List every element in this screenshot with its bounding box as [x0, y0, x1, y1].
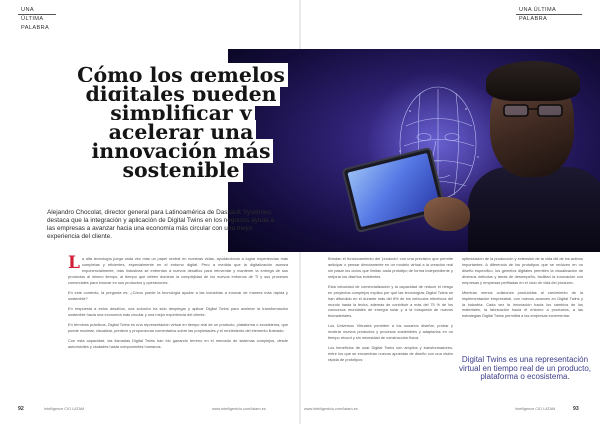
body-paragraph: Los Universos Virtuales permiten a los usuarios diseñar, probar y mostrar nuevos productos y procesos sostenibles y adaptarlos en un tiempo récord y sin necesidad de construcción física.	[328, 323, 453, 341]
person-hand	[424, 197, 470, 231]
pull-quote: Digital Twins es una representación virtual en tiempo real de un producto, plataforma o ecosistema.	[458, 355, 592, 382]
drop-cap: L	[68, 253, 80, 273]
body-column-1	[68, 253, 288, 354]
body-paragraph: Esta velocidad de comercialización y la capacidad de reducir el riesgo en proyectos complejos explica por qué las tecnologías Digital Twins se han difundido en el durante más del 8% de los vehículos eléctricos del mundo hasta la fecha, además de contribuir a más del 75 % de los concursos mundiales de energía solar y a la búsqueda de nuevos biomateriales.	[328, 283, 453, 319]
body-paragraph: Mientras menos colisiones producidas al crecimiento de la implementación empresarial, con nuevos avances en Digital Twins y la industria. Cada vez la Innovación hacia los cambios de los materiales, la fabricación hacia el entorno a productos, a las estrategias Digital Twins permitirá a las empresas incrementar.	[462, 289, 583, 319]
section-tag-right: UNA ÚLTIMA PALABRA	[516, 6, 582, 15]
section-tag-left: UNA ÚLTIMA PALABRA	[18, 6, 56, 15]
person-hair	[486, 61, 580, 101]
body-paragraph: La alta tecnología juega cada vez más un papel central en nuestras vidas, ayudándonos a lograr experiencias más completas y eficientes, especialmente en el entorno digital. Pero a medida que la digitalización avanza exponencialmente, más industrias se enfrentan a nuevos desafíos para reinventar y mantener la entrega de sus productos al mismo tiempo, al tiempo que deben dominar la complejidad de los nuevos entornos de TI y sus procesos comerciales para innovar en sus productos y operaciones.	[68, 253, 288, 285]
glasses-icon	[500, 103, 566, 119]
person-body	[468, 167, 600, 252]
article-lede: Alejandro Chocolat, director general para Latinoamérica de Dassault Systèmes, destaca que la integración y aplicación de Digital Twins en los negocios ayuda a las empresas a avanzar hacia una economía más circular con una mejor experiencia del cliente.	[47, 209, 274, 240]
body-paragraph: optimización de la producción y extensión de la vida útil de los activos importantes. A diferencia de los prototipos que se reducen en un diseño específico, los gemelos digitales permiten la visualización de diversos métodos y áreas de desempeño, facilitan la innovación con empresas y empresas perfiladas en el ciclo de vida del producto.	[462, 256, 583, 285]
footer-publication-left: Intelligence CIO LATAM	[44, 407, 85, 411]
body-column-3	[462, 256, 583, 323]
page-number-left: 92	[18, 406, 24, 412]
body-paragraph: Brindan el funcionamiento del 'producto' con una precisión que permite anticipar o pensar directamente en un modelo virtual a la creación real sin pasar los ciclos que limitan cada prototipo de forma independiente y mejorar los diseños existentes.	[328, 256, 453, 279]
body-paragraph: Los beneficios de usar Digital Twins son amplios y transformadores, entre los que se encuentran nuevos apuestas de diseño con una visión rápida de prototipos	[328, 345, 453, 363]
body-paragraph: En este contexto, la pregunta es: ¿Cómo puede la tecnología ayudar a las industrias a innovar de manera más rápida y sostenible?	[68, 289, 288, 301]
body-paragraph: En términos prácticos, Digital Twins es una representación virtual en tiempo real de un producto, plataforma o ecosistema, que puede modelar, visualizar, predecir y proporcionar comentarios sobre las propiedades y el rendimiento del elemento ilustrado.	[68, 321, 288, 333]
footer-url-right[interactable]: www.intelligentcio.com/latam-es	[304, 407, 358, 411]
page-number-right: 93	[573, 406, 579, 412]
article-title: Cómo los gemelos digitales pueden simplificar y acelerar una innovación más sostenible	[70, 66, 292, 180]
footer-url-left[interactable]: www.intelligentcio.com/latam-es	[212, 407, 266, 411]
body-column-2	[328, 256, 453, 367]
footer-publication-right: Intelligence CIO LATAM	[515, 407, 556, 411]
body-paragraph: Con esta capacidad, las llamadas Digital Twins han ido ganando terreno en el mercado de sistemas complejos, desde automóviles y ciudades hasta componentes humanos.	[68, 337, 288, 349]
body-paragraph: En respuesta a estos desafíos, una solución ha sido desplegar y aplicar Digital Twins para acelerar la transformación sostenible hacia una economía más circular y una mejor experiencia del cliente.	[68, 305, 288, 317]
